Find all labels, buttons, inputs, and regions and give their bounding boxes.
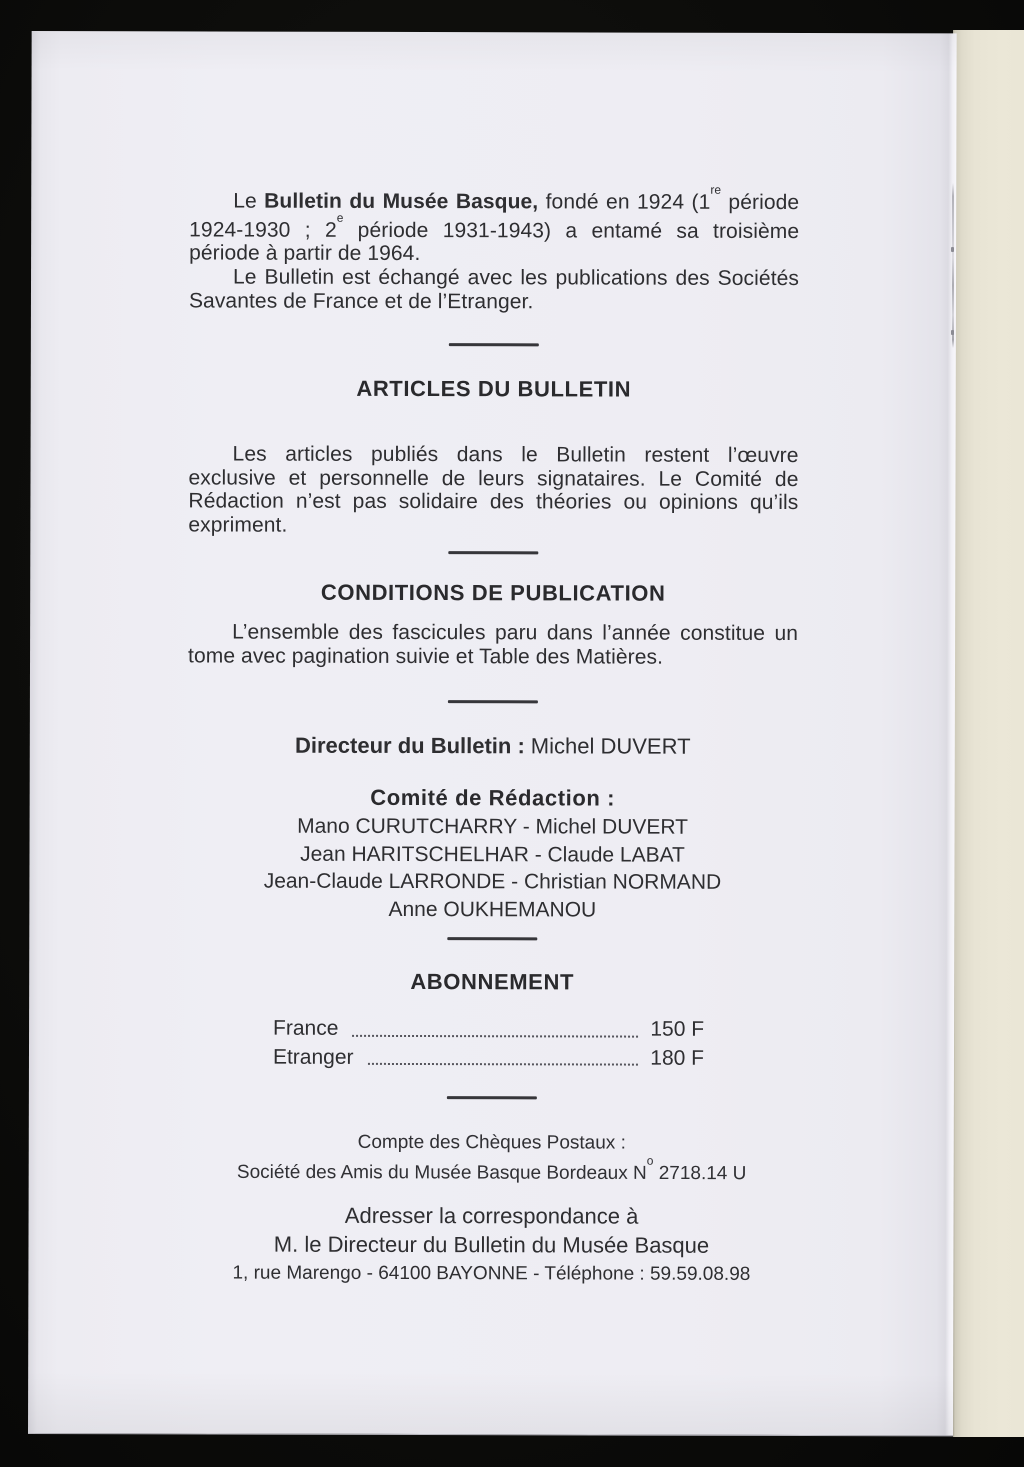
intro-p1-text: période 1931-1943) a entamé sa troisième période à partir de 1964. xyxy=(189,218,800,266)
postal-account-block xyxy=(187,1129,797,1186)
committee-names xyxy=(187,812,797,924)
committee-heading: Comité de Rédaction : xyxy=(370,784,616,811)
subscription-row xyxy=(273,1015,704,1045)
intro-p1-text: période 1924-1930 ; 2 xyxy=(189,190,800,242)
dotted-leader xyxy=(352,1034,638,1037)
correspondence-line-2: M. le Directeur du Bulletin du Musée Basque xyxy=(273,1231,710,1258)
subscription-price: 180 F xyxy=(650,1046,705,1070)
postal-line-1: Compte des Chèques Postaux : xyxy=(357,1131,626,1154)
section-divider xyxy=(447,937,537,940)
director-line xyxy=(188,732,798,760)
articles-paragraph xyxy=(188,442,798,538)
section-divider xyxy=(447,1096,537,1099)
committee-name-line: Mano CURUTCHARRY - Michel DUVERT xyxy=(297,814,689,839)
spine-staple-wire xyxy=(952,183,954,348)
conditions-paragraph xyxy=(188,620,798,669)
subscription-row xyxy=(273,1043,704,1073)
bulletin-title-bold: Bulletin du Musée Basque, xyxy=(264,189,539,214)
section-divider xyxy=(449,343,539,346)
committee-name-line: Jean-Claude LARRONDE - Christian NORMAND xyxy=(263,869,722,894)
ordinal-superscript: e xyxy=(336,210,344,225)
correspondence-block xyxy=(186,1200,796,1289)
committee-name-line: Anne OUKHEMANOU xyxy=(388,897,597,921)
subscription-heading: ABONNEMENT xyxy=(410,968,575,995)
section-divider xyxy=(448,700,538,703)
subscription-price: 150 F xyxy=(650,1017,705,1041)
conditions-heading: CONDITIONS DE PUBLICATION xyxy=(320,579,666,606)
ordinal-superscript: o xyxy=(646,1153,654,1168)
facing-page-edge xyxy=(953,30,1024,1437)
director-label: Directeur du Bulletin : xyxy=(294,732,525,759)
correspondence-line-1: Adresser la correspondance à xyxy=(344,1202,639,1229)
dotted-leader xyxy=(368,1063,639,1066)
intro-paragraph-1 xyxy=(189,184,799,266)
postal-line-2-text: Société des Amis du Musée Basque Bordeaux N xyxy=(236,1161,647,1184)
postal-line-2 xyxy=(187,1154,797,1186)
section-divider xyxy=(448,551,538,554)
committee-name-line: Jean HARITSCHELHAR - Claude LABAT xyxy=(300,842,685,867)
ordinal-superscript: re xyxy=(710,182,722,197)
staple-crimp xyxy=(951,247,954,252)
subscription-table xyxy=(273,1015,704,1073)
page-text-column xyxy=(186,31,800,1435)
paragraph: Le Bulletin est échangé avec les publications des Sociétés Savantes de France et de l’Etranger. xyxy=(188,265,800,313)
intro-p1-lead: Le xyxy=(233,189,265,213)
intro-paragraph-2 xyxy=(189,265,799,314)
scanned-page xyxy=(28,31,957,1435)
committee-block xyxy=(187,784,797,924)
subscription-label: Etranger xyxy=(272,1045,354,1069)
paragraph: L’ensemble des fascicules paru dans l’année constitue un tome avec pagination suivie et Table des Matières. xyxy=(188,620,799,669)
intro-p1-text: fondé en 1924 (1 xyxy=(538,190,711,214)
subscription-label: France xyxy=(273,1016,339,1040)
staple-crimp xyxy=(951,330,954,335)
correspondence-address-line: 1, rue Marengo - 64100 BAYONNE - Téléphone : 59.59.08.98 xyxy=(232,1262,751,1285)
director-name: Michel DUVERT xyxy=(530,733,691,759)
paragraph xyxy=(189,184,799,266)
postal-line-2-number: 2718.14 U xyxy=(653,1162,747,1185)
articles-heading: ARTICLES DU BULLETIN xyxy=(356,375,632,402)
paragraph: Les articles publiés dans le Bulletin restent l’œuvre exclusive et personnelle de leurs signataires. Le Comité de Rédaction n’est pas solidaire des théories ou opinions qu’ils expriment. xyxy=(188,442,799,537)
